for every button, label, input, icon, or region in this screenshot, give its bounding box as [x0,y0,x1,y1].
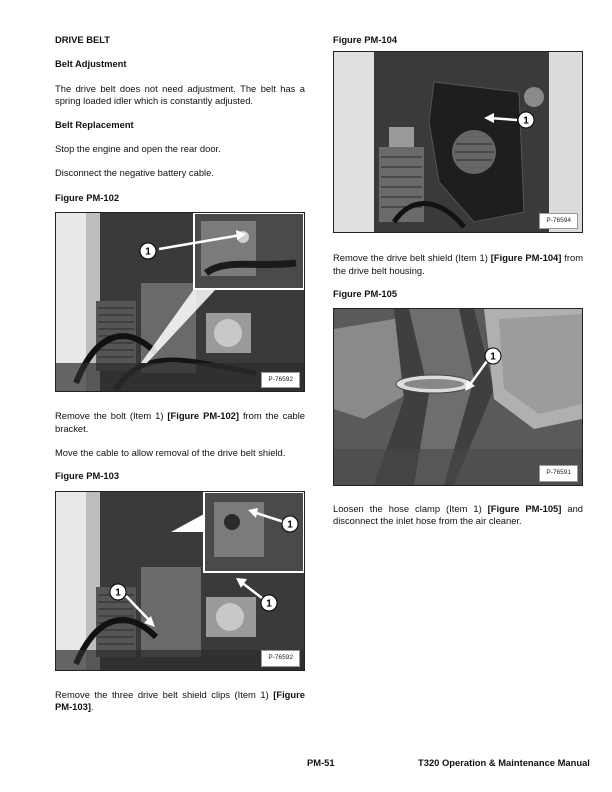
figure-pm-102 [55,212,305,392]
figure-pm-102-photo [56,213,304,391]
figure-pm-102-title: Figure PM-102 [55,191,120,203]
footer-manual-title: T320 Operation & Maintenance Manual [418,757,590,768]
step-stop-engine: Stop the engine and open the rear door. [55,143,221,155]
figure-pm-103-title: Figure PM-103 [55,470,120,482]
figure-pm-103-callout-a: 1 [287,519,293,531]
right-column [333,34,583,527]
figure-pm-105-title: Figure PM-105 [333,288,398,300]
figure-pm-104 [333,51,583,233]
step-loosen-clamp-ref: [Figure PM-105] [487,502,562,514]
figure-pm-104-photo-number: P-76594 [539,213,578,229]
step-remove-clips-suffix: . [90,701,94,713]
left-column [55,34,305,714]
figure-pm-103-callout-b: 1 [115,587,121,599]
step-remove-bolt [55,410,305,435]
belt-adjustment-text: The drive belt does not need adjustment. The belt has a spring loaded idler which is constantly adjusted. [55,82,305,107]
figure-pm-104-title: Figure PM-104 [333,34,398,45]
step-loosen-clamp [333,503,583,528]
step-remove-shield-text: Remove the drive belt shield (Item 1) [333,252,491,264]
figure-pm-103-callout-c: 1 [266,598,272,610]
figure-pm-105-photo-number: P-76591 [539,465,578,481]
belt-adjustment-heading: Belt Adjustment [55,58,127,70]
step-loosen-clamp-text: Loosen the hose clamp (Item 1) [333,502,488,514]
step-loosen-clamp-suffix: and disconnect the inlet hose from the air cleaner. [333,502,583,527]
figure-pm-105-callout: 1 [490,351,496,363]
figure-pm-102-callout: 1 [145,246,151,258]
step-remove-shield-suffix: from the drive belt housing. [333,252,584,276]
step-remove-clips-text: Remove the three drive belt shield clips (Item 1) [55,688,274,700]
figure-pm-105-photo [334,309,582,485]
figure-pm-104-photo [334,52,582,232]
step-move-cable: Move the cable to allow removal of the drive belt shield. [55,447,286,459]
belt-replacement-heading: Belt Replacement [55,118,134,130]
step-remove-shield-ref: [Figure PM-104] [490,252,562,264]
step-remove-bolt-ref: [Figure PM-102] [167,410,240,422]
figure-pm-104-callout: 1 [523,115,529,127]
footer-page-number: PM-51 [307,757,335,768]
step-remove-clips-ref: [Figure PM-103] [55,688,305,713]
figure-pm-103-photo [56,492,304,670]
step-remove-shield [333,252,583,277]
section-title: DRIVE BELT [55,34,111,45]
step-remove-clips [55,689,305,714]
figure-pm-105 [333,308,583,486]
step-remove-bolt-text: Remove the bolt (Item 1) [55,410,168,422]
figure-pm-102-photo-number: P-76592 [261,372,300,388]
figure-pm-103-photo-number: P-76592 [261,650,300,666]
step-remove-bolt-suffix: from the cable bracket. [55,410,305,434]
step-disconnect-battery: Disconnect the negative battery cable. [55,167,214,179]
figure-pm-103 [55,491,305,671]
